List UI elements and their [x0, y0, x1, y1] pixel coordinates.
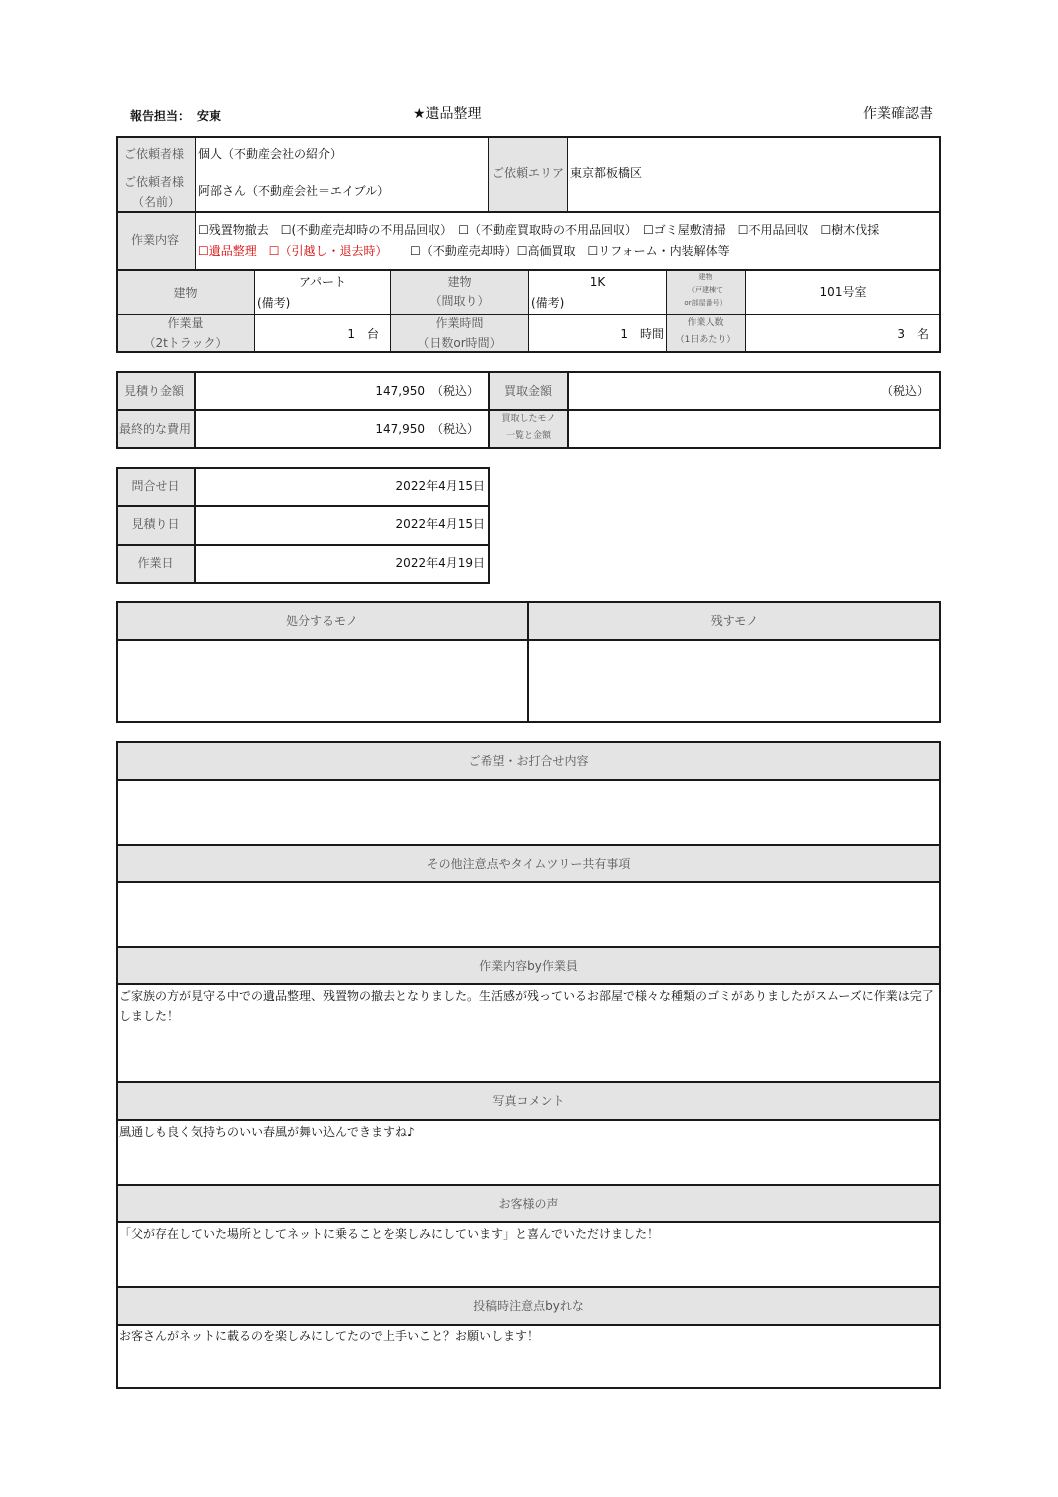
layout-note: (備考) [531, 296, 565, 310]
purchased-items-label: 買取したモノ [501, 414, 556, 424]
layout-label: 建物 [447, 275, 472, 289]
photo-comment-label: 写真コメント [492, 1094, 565, 1108]
worker-report-value: ご家族の方が見守る中での遺品整理、残置物の撤去となりました。生活感が残っているお部屋で様々な種類のゴミがありましたがスムーズに作業は完了しました！ [119, 989, 934, 1023]
work-amount-sublabel: （2tトラック） [143, 336, 228, 350]
client-value: 個人（不動産会社の紹介） [198, 147, 343, 161]
purchased-items-sublabel: 一覧と金額 [505, 431, 551, 441]
worker-count-sublabel: （1日あたり） [675, 335, 736, 345]
other-notes-label: その他注意点やタイムツリー共有事項 [426, 856, 631, 871]
customer-voice-label: お客様の声 [498, 1196, 559, 1211]
keep-items-label: 残すモノ [710, 614, 759, 628]
purchase-amount-label: 買取金額 [504, 384, 553, 398]
area-value: 東京都板橋区 [570, 166, 643, 180]
layout-value: 1K [589, 275, 606, 289]
room-number-sublabel: （戸建棟て [688, 286, 723, 294]
room-number-value: 101号室 [819, 285, 867, 299]
work-options-selected: ☐遺品整理 ☐（引越し・退去時） [198, 244, 388, 258]
estimate-price-label: 見積り金額 [124, 384, 185, 398]
customer-voice-value: 「父が存在していた場所としてネットに乗ることを楽しみにしています」と喜んでいただけました！ [119, 1227, 660, 1241]
reporter-label: 報告担当： [130, 109, 191, 123]
area-label: ご依頼エリア [492, 166, 565, 180]
work-date-label: 作業日 [137, 556, 174, 570]
worker-count-label: 作業人数 [687, 318, 724, 328]
work-date-value: 2022年4月19日 [395, 556, 485, 570]
room-number-sublabel-2: or部屋番号） [684, 299, 727, 307]
inquiry-date-value: 2022年4月15日 [395, 479, 485, 493]
document-title: 作業確認書 [863, 106, 933, 122]
building-label: 建物 [173, 285, 198, 300]
final-cost-label: 最終的な費用 [119, 422, 192, 436]
room-number-label: 建物 [698, 273, 713, 281]
building-type-value: アパート [298, 275, 347, 289]
estimate-date-value: 2022年4月15日 [395, 517, 485, 531]
work-amount-label: 作業量 [167, 316, 204, 330]
client-name-value: 阿部さん（不動産会社＝エイブル） [198, 184, 390, 198]
building-type-note: (備考) [257, 296, 291, 310]
posting-notes-label: 投稿時注意点byれな [473, 1299, 584, 1313]
posting-notes-value: お客さんがネットに載るのを楽しみにしてたので上手いこと？お願いします！ [119, 1329, 540, 1343]
work-amount-value: 1 台 [347, 327, 379, 341]
worker-report-label: 作業内容by作業員 [479, 958, 578, 973]
category-title: ★遺品整理 [413, 106, 482, 122]
final-cost-value: 147,950 （税込） [375, 422, 479, 436]
reporter-name: 安東 [197, 109, 222, 123]
photo-comment-value: 風通しも良く気持ちのいい春風が舞い込んできますね♪ [119, 1125, 415, 1139]
purchase-amount-value: （税込） [880, 384, 929, 398]
estimate-date-label: 見積り日 [131, 517, 180, 531]
work-time-label: 作業時間 [435, 316, 484, 330]
client-name-label: ご依頼者様 [124, 175, 185, 189]
worker-count-value: 3 名 [897, 327, 929, 341]
work-time-value: 1 時間 [620, 327, 664, 341]
estimate-price-value: 147,950 （税込） [375, 384, 479, 398]
work-time-sublabel: （日数or時間） [417, 336, 502, 350]
dispose-items-label: 処分するモノ [286, 614, 358, 628]
client-label: ご依頼者様 [124, 147, 185, 161]
client-name-sublabel: （名前） [132, 195, 181, 209]
work-options-line1: ☐残置物撤去 ☐(不動産売却時の不用品回収） ☐（不動産買取時の不用品回収） ☐ゴミ屋敷清掃 ☐不用品回収 ☐樹木伐採 [198, 223, 880, 237]
work-content-label: 作業内容 [131, 233, 180, 247]
inquiry-date-label: 問合せ日 [131, 479, 180, 493]
layout-sublabel: （間取り） [429, 294, 490, 308]
wishes-label: ご希望・お打合せ内容 [468, 754, 589, 768]
work-options-line2: ☐（不動産売却時）☐高価買取 ☐リフォーム・内装解体等 [410, 244, 730, 258]
